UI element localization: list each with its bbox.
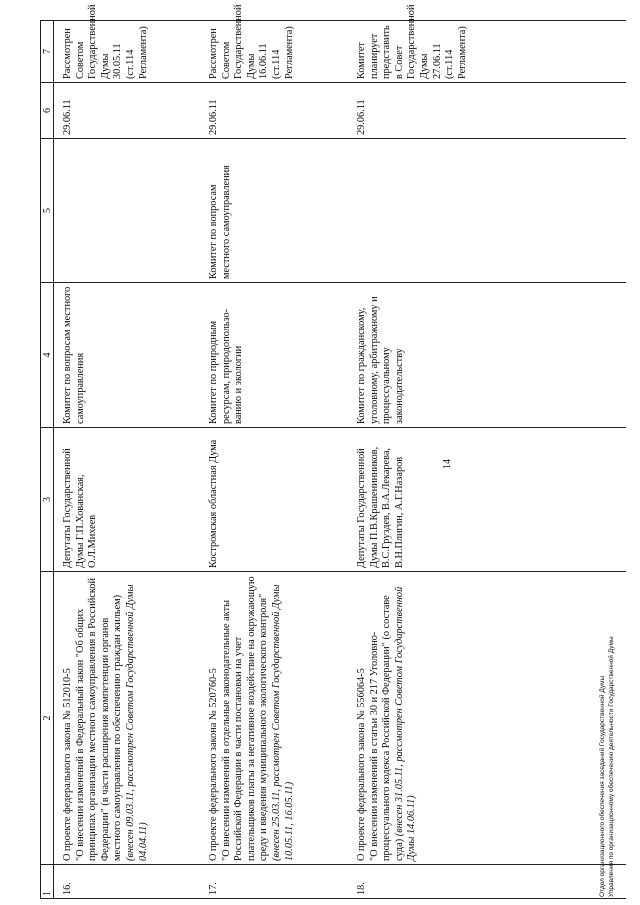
table-row bbox=[348, 21, 496, 899]
date-cell: 29.06.11 bbox=[348, 83, 496, 139]
col-header-7: 7 bbox=[41, 21, 54, 83]
bill-title: О проекте федерального закона № 512010-5 bbox=[62, 668, 73, 861]
committee-cell: Комитет по вопросам местного самоуправления bbox=[54, 283, 201, 428]
committee-cell: Комитет по гражданскому, уголовному, арбитражному и процессуальному законодательству bbox=[348, 283, 496, 428]
bill-body: "О внесении изменений в статьи 30 и 217 Уголовно-процессуального кодекса Российской Федерации" (о составе суда) bbox=[368, 595, 405, 861]
bill-note: (внесен 09.03.11, рассмотрен Советом Государственной Думы 04.04.11) bbox=[124, 584, 149, 861]
bill-note: (внесен 25.03.11, рассмотрен Советом Государственной Думы 10.05.11, 16.05.11) bbox=[270, 584, 295, 861]
footer-line-1: Отдел организационного обеспечения заседаний Государственной Думы bbox=[599, 675, 606, 897]
footer bbox=[598, 636, 616, 897]
col-header-6: 6 bbox=[41, 83, 54, 139]
bills-table bbox=[40, 4, 626, 899]
bill-cell bbox=[348, 572, 496, 865]
page-number: 14 bbox=[442, 459, 453, 469]
co-committee-cell bbox=[348, 139, 496, 283]
bill-note: (внесен 31.05.11, рассмотрен Советом Государственной Думы 14.06.11) bbox=[393, 586, 418, 861]
table-row bbox=[200, 21, 348, 899]
col-header-3: 3 bbox=[41, 428, 54, 572]
co-committee-cell: Комитет по вопросам местного самоуправления bbox=[200, 139, 348, 283]
bill-title: О проекте федерального закона № 556064-5 bbox=[356, 668, 367, 861]
date-cell: 29.06.11 bbox=[54, 83, 201, 139]
row-number: 17. bbox=[200, 865, 348, 899]
status-cell: Рассмотрен Советом Государственной Думы 30.05.11 (ст.114 Регламента) bbox=[54, 21, 201, 83]
col-header-4: 4 bbox=[41, 283, 54, 428]
bill-cell bbox=[200, 572, 348, 865]
status-cell: Комитет планирует представить в Совет Государственной Думы 27.06.11 (ст.114 Регламента) bbox=[348, 21, 496, 83]
col-header-5: 5 bbox=[41, 139, 54, 283]
bill-cell bbox=[54, 572, 201, 865]
bill-body: "О внесении изменений в отдельные законодательные акты Российской Федерации в части постановки на учет плательщиков платы за негативное воздействие на окружающую среду и введения муниципального экологического контроля" bbox=[220, 576, 270, 861]
co-committee-cell bbox=[54, 139, 201, 283]
col-header-1: 1 bbox=[41, 865, 54, 899]
col-header-2: 2 bbox=[41, 572, 54, 865]
committee-cell: Комитет по природным ресурсам, природопользо-ванию и экологии bbox=[200, 283, 348, 428]
initiator-cell: Депутаты Государственной Думы П.В.Крашенинников, В.С.Груздев, В.А.Лекарева, В.Н.Плигин, А.Г.Назаров bbox=[348, 428, 496, 572]
initiator-cell: Костромская областная Дума bbox=[200, 428, 348, 572]
row-number: 16. bbox=[54, 865, 201, 899]
status-cell: Рассмотрен Советом Государственной Думы 16.06.11 (ст.114 Регламента) bbox=[200, 21, 348, 83]
row-number: 18. bbox=[348, 865, 496, 899]
table-row bbox=[54, 21, 201, 899]
bill-body: "О внесении изменений в Федеральный закон "Об общих принципах организации местного самоуправления в Российской Федерации" (в части расширения компетенции органов местного самоуправления по обеспечению граждан жильем) bbox=[74, 578, 124, 861]
footer-line-2: Управления по организационному обеспечению деятельности Государственной Думы bbox=[608, 636, 615, 897]
date-cell: 29.06.11 bbox=[200, 83, 348, 139]
initiator-cell: Депутаты Государственной Думы Г.П.Хованская, О.Л.Михеев bbox=[54, 428, 201, 572]
bill-title: О проекте федерального закона № 520760-5 bbox=[208, 668, 219, 861]
header-row bbox=[41, 21, 54, 899]
